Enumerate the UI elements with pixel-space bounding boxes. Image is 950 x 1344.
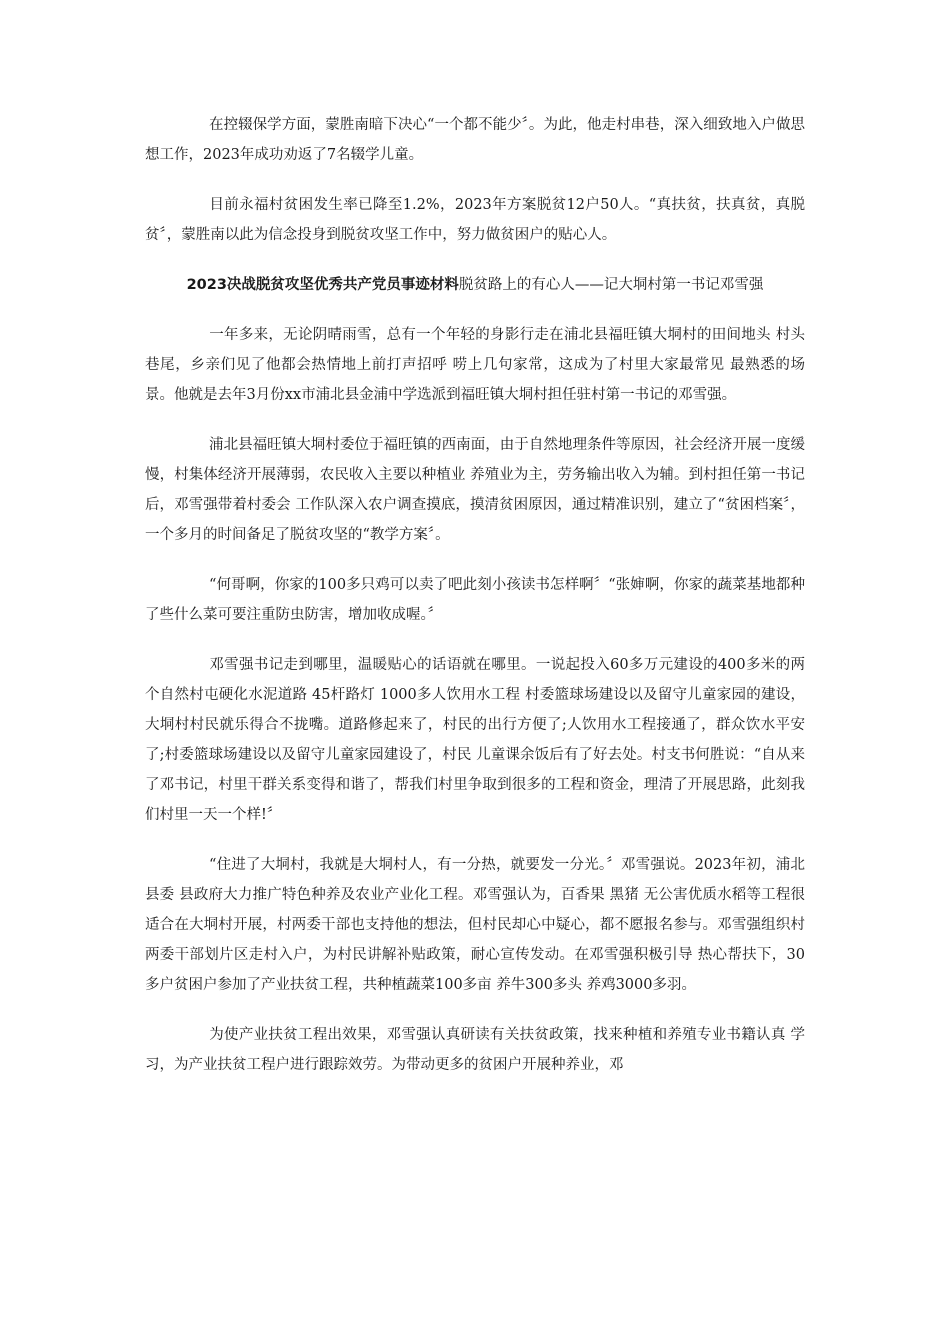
article-title xyxy=(145,270,805,300)
paragraph-6 xyxy=(145,1020,805,1080)
paragraph-text: “何哥啊，你家的100多只鸡可以卖了吧此刻小孩读书怎样啊〞“张婶啊，你家的蔬菜基地都种了些什么菜可要注重防虫防害，增加收成喔。〞 xyxy=(145,577,805,623)
paragraph-text: 目前永福村贫困发生率已降至1.2%，2023年方案脱贫12户50人。“真扶贫，扶真贫，真脱贫〞，蒙胜南以此为信念投身到脱贫攻坚工作中，努力做贫困户的贴心人。 xyxy=(145,197,805,243)
paragraph-intro-2 xyxy=(145,190,805,250)
paragraph-text: 浦北县福旺镇大垌村委位于福旺镇的西南面，由于自然地理条件等原因，社会经济开展一度缓慢，村集体经济开展薄弱，农民收入主要以种植业 养殖业为主，劳务输出收入为辅。到村担任第一书记后，邓雪强带着村委会 工作队深入农户调查摸底，摸清贫困原因，通过精准识别，建立了“贫困档案〞，一个多月的时间备足了脱贫攻坚的“教学方案〞。 xyxy=(145,437,805,543)
paragraph-3 xyxy=(145,570,805,630)
paragraph-2 xyxy=(145,430,805,550)
paragraph-intro-1 xyxy=(145,110,805,170)
document-page xyxy=(145,110,805,1100)
article-title-bold: 2023决战脱贫攻坚优秀共产党员事迹材料 xyxy=(186,277,459,293)
paragraph-1 xyxy=(145,320,805,410)
paragraph-4 xyxy=(145,650,805,830)
paragraph-text: 邓雪强书记走到哪里，温暖贴心的话语就在哪里。一说起投入60多万元建设的400多米的两个自然村屯硬化水泥道路 45杆路灯 1000多人饮用水工程 村委篮球场建设以及留守儿童家园的建设，大垌村村民就乐得合不拢嘴。道路修起来了，村民的出行方便了;人饮用水工程接通了，群众饮水平安了;村委篮球场建设以及留守儿童家园建设了，村民 儿童课余饭后有了好去处。村支书何胜说：“自从来了邓书记，村里干群关系变得和谐了，帮我们村里争取到很多的工程和资金，理清了开展思路，此刻我们村里一天一个样!〞 xyxy=(145,657,805,823)
article-title-rest: 脱贫路上的有心人——记大垌村第一书记邓雪强 xyxy=(458,277,764,293)
paragraph-text: 一年多来，无论阴晴雨雪，总有一个年轻的身影行走在浦北县福旺镇大垌村的田间地头 村头巷尾，乡亲们见了他都会热情地上前打声招呼 唠上几句家常，这成为了村里大家最常见 最熟悉的场景。他就是去年3月份xx市浦北县金浦中学选派到福旺镇大垌村担任驻村第一书记的邓雪强。 xyxy=(145,327,805,403)
paragraph-text: 在控辍保学方面，蒙胜南暗下决心“一个都不能少〞。为此，他走村串巷，深入细致地入户做思想工作，2023年成功劝返了7名辍学儿童。 xyxy=(145,117,805,163)
paragraph-5 xyxy=(145,850,805,1000)
paragraph-text: “住进了大垌村，我就是大垌村人，有一分热，就要发一分光。〞邓雪强说。2023年初，浦北县委 县政府大力推广特色种养及农业产业化工程。邓雪强认为，百香果 黑猪 无公害优质水稻等工程很适合在大垌村开展，村两委干部也支持他的想法，但村民却心中疑心，都不愿报名参与。邓雪强组织村两委干部划片区走村入户，为村民讲解补贴政策，耐心宣传发动。在邓雪强积极引导 热心帮扶下，30多户贫困户参加了产业扶贫工程，共种植蔬菜100多亩 养牛300多头 养鸡3000多羽。 xyxy=(145,857,805,993)
paragraph-text: 为使产业扶贫工程出效果，邓雪强认真研读有关扶贫政策，找来种植和养殖专业书籍认真 学习，为产业扶贫工程户进行跟踪效劳。为带动更多的贫困户开展种养业，邓 xyxy=(145,1027,805,1073)
